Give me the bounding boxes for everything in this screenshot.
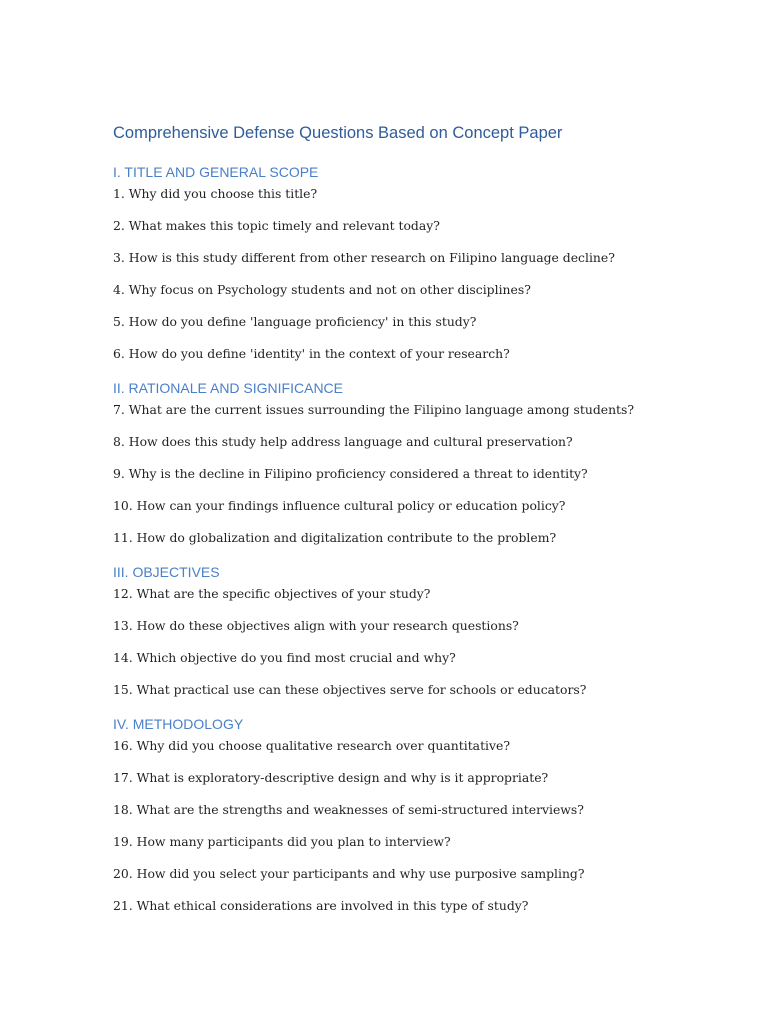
question-item: 3. How is this study different from other research on Filipino language decline? [113,250,615,265]
question-item: 15. What practical use can these objectives serve for schools or educators? [113,682,587,697]
question-item: 2. What makes this topic timely and relevant today? [113,218,440,233]
section-title-and-scope [113,161,733,375]
question-list [113,183,733,375]
section-objectives [113,561,733,711]
question-item: 18. What are the strengths and weaknesses of semi-structured interviews? [113,802,584,817]
section-heading: I. TITLE AND GENERAL SCOPE [113,164,319,180]
question-item: 14. Which objective do you find most crucial and why? [113,650,456,665]
section-rationale-and-significance [113,377,733,559]
question-item: 19. How many participants did you plan to interview? [113,834,451,849]
question-list [113,583,733,711]
section-heading: IV. METHODOLOGY [113,716,244,732]
question-item: 21. What ethical considerations are involved in this type of study? [113,898,529,913]
question-item: 6. How do you define 'identity' in the context of your research? [113,346,510,361]
question-item: 17. What is exploratory-descriptive design and why is it appropriate? [113,770,549,785]
question-item: 8. How does this study help address language and cultural preservation? [113,434,573,449]
question-list [113,735,733,927]
section-methodology [113,713,733,927]
question-item: 11. How do globalization and digitalization contribute to the problem? [113,530,557,545]
question-item: 9. Why is the decline in Filipino proficiency considered a threat to identity? [113,466,588,481]
section-heading: III. OBJECTIVES [113,564,220,580]
question-item: 1. Why did you choose this title? [113,186,318,201]
question-item: 13. How do these objectives align with your research questions? [113,618,519,633]
question-item: 10. How can your findings influence cultural policy or education policy? [113,498,566,513]
question-item: 16. Why did you choose qualitative research over quantitative? [113,738,510,753]
question-item: 20. How did you select your participants and why use purposive sampling? [113,866,585,881]
question-item: 7. What are the current issues surrounding the Filipino language among students? [113,402,635,417]
question-item: 5. How do you define 'language proficiency' in this study? [113,314,477,329]
question-list [113,399,733,559]
section-heading: II. RATIONALE AND SIGNIFICANCE [113,380,344,396]
question-item: 12. What are the specific objectives of your study? [113,586,431,601]
question-item: 4. Why focus on Psychology students and not on other disciplines? [113,282,531,297]
document-title: Comprehensive Defense Questions Based on Concept Paper [113,124,563,142]
